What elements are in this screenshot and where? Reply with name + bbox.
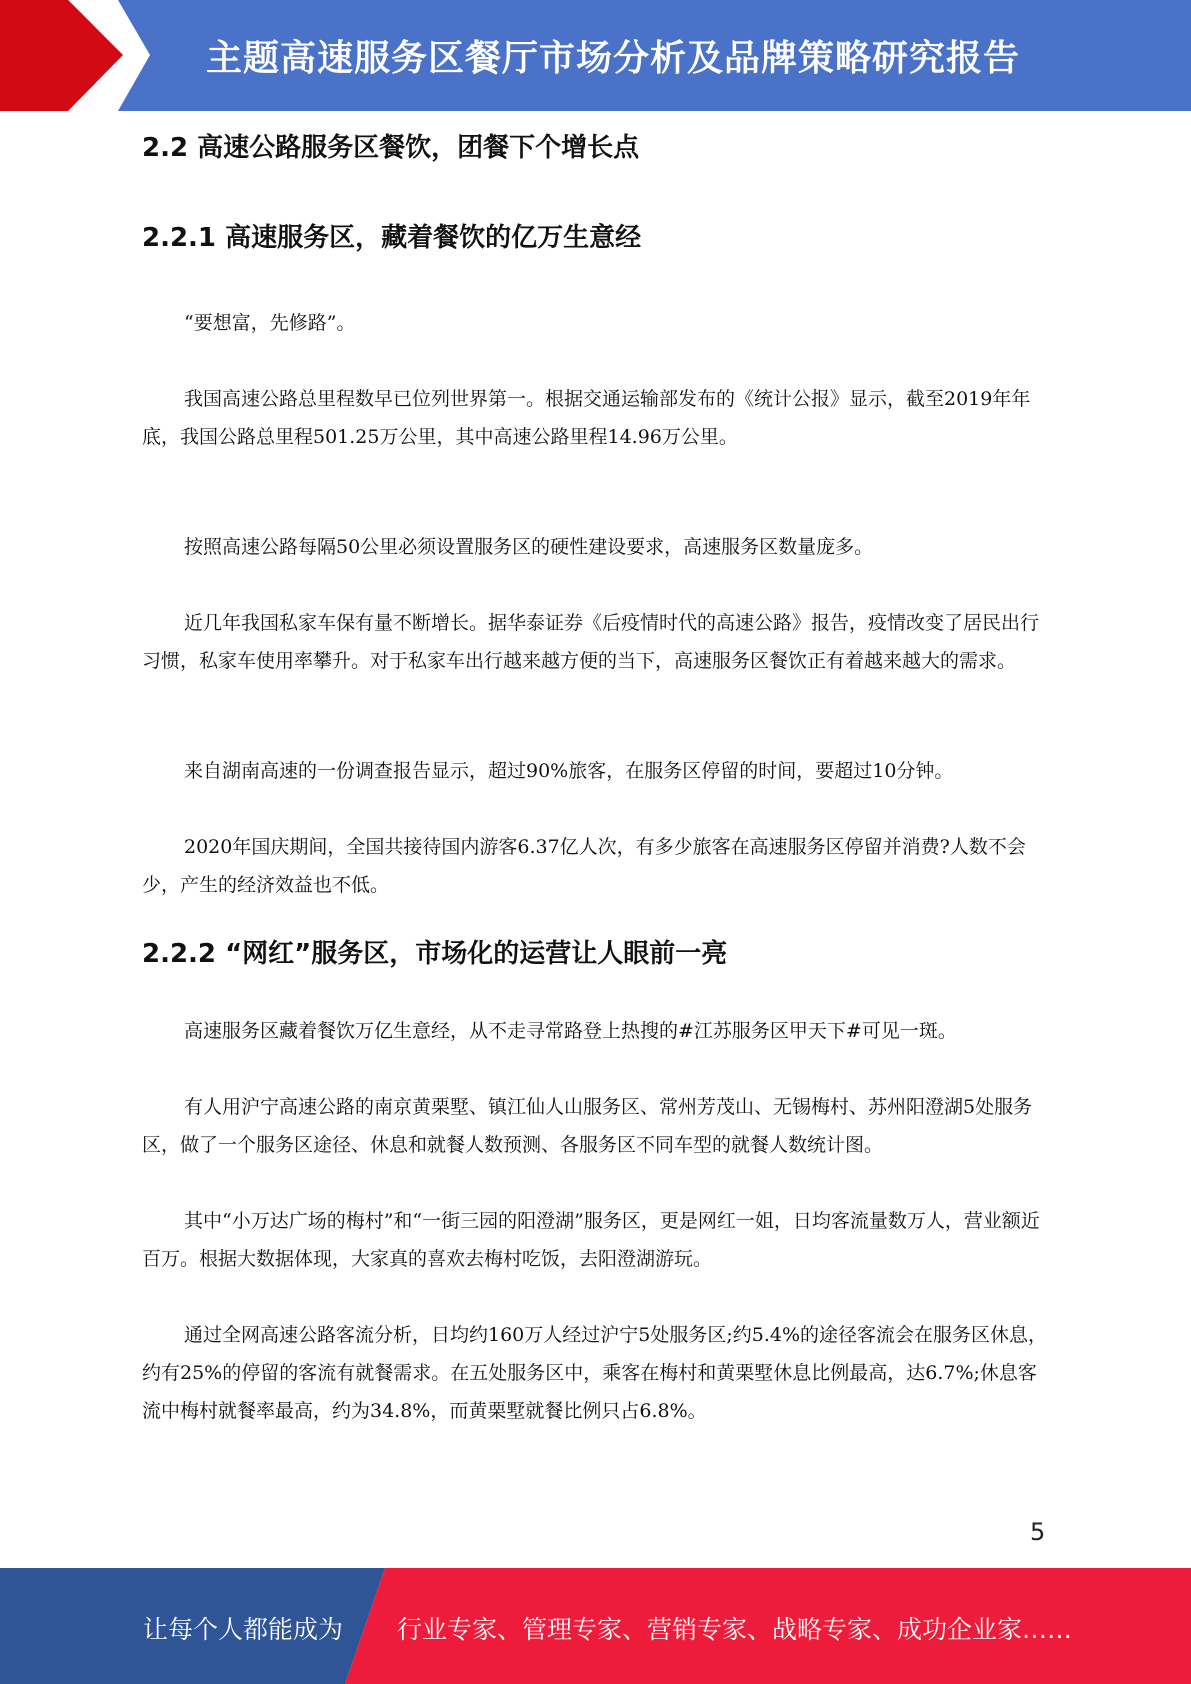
section-heading-2-2: 2.2 高速公路服务区餐饮，团餐下个增长点 [142,133,640,163]
report-title: 主题高速服务区餐厅市场分析及品牌策略研究报告 [206,38,1021,79]
paragraph: 通过全网高速公路客流分析，日均约160万人经过沪宁5处服务区;约5.4%的途径客流会在服务区休息，约有25%的停留的客流有就餐需求。在五处服务区中，乘客在梅村和黄栗墅休息比例最高，达6.7%;休息客流中梅村就餐率最高，约为34.8%，而黄栗墅就餐比例只占6.8%。 [142,1324,1048,1422]
paragraph: 来自湖南高速的一份调查报告显示，超过90%旅客，在服务区停留的时间，要超过10分钟。 [184,760,954,782]
section-heading-2-2-2: 2.2.2 “网红”服务区，市场化的运营让人眼前一亮 [142,939,728,969]
paragraph: 近几年我国私家车保有量不断增长。据华泰证券《后疫情时代的高速公路》报告，疫情改变了居民出行习惯，私家车使用率攀升。对于私家车出行越来越方便的当下，高速服务区餐饮正有着越来越大的需求。 [142,612,1040,672]
page-footer [0,1568,1191,1684]
footer-slogan-right: 行业专家、管理专家、营销专家、战略专家、成功企业家…… [397,1615,1073,1644]
page-number: 5 [1030,1518,1046,1546]
paragraph: 按照高速公路每隔50公里必须设置服务区的硬性建设要求，高速服务区数量庞多。 [184,536,874,558]
paragraph: 其中“小万达广场的梅村”和“一街三园的阳澄湖”服务区，更是网红一姐，日均客流量数万人，营业额近百万。根据大数据体现，大家真的喜欢去梅村吃饭，去阳澄湖游玩。 [142,1210,1040,1270]
paragraph: 高速服务区藏着餐饮万亿生意经，从不走寻常路登上热搜的#江苏服务区甲天下#可见一斑。 [184,1020,957,1042]
section-heading-2-2-1: 2.2.1 高速服务区，藏着餐饮的亿万生意经 [142,223,642,253]
page-header [0,0,1191,111]
paragraph: “要想富，先修路”。 [184,312,356,334]
paragraph: 有人用沪宁高速公路的南京黄栗墅、镇江仙人山服务区、常州芳茂山、无锡梅村、苏州阳澄湖5处服务区，做了一个服务区途径、休息和就餐人数预测、各服务区不同车型的就餐人数统计图。 [142,1096,1033,1156]
document-body [142,128,1052,1430]
paragraph: 我国高速公路总里程数早已位列世界第一。根据交通运输部发布的《统计公报》显示，截至2019年年底，我国公路总里程501.25万公里，其中高速公路里程14.96万公里。 [142,388,1031,448]
paragraph: 2020年国庆期间，全国共接待国内游客6.37亿人次，有多少旅客在高速服务区停留并消费?人数不会少，产生的经济效益也不低。 [142,836,1026,896]
footer-slogan-left: 让每个人都能成为 [143,1615,344,1644]
